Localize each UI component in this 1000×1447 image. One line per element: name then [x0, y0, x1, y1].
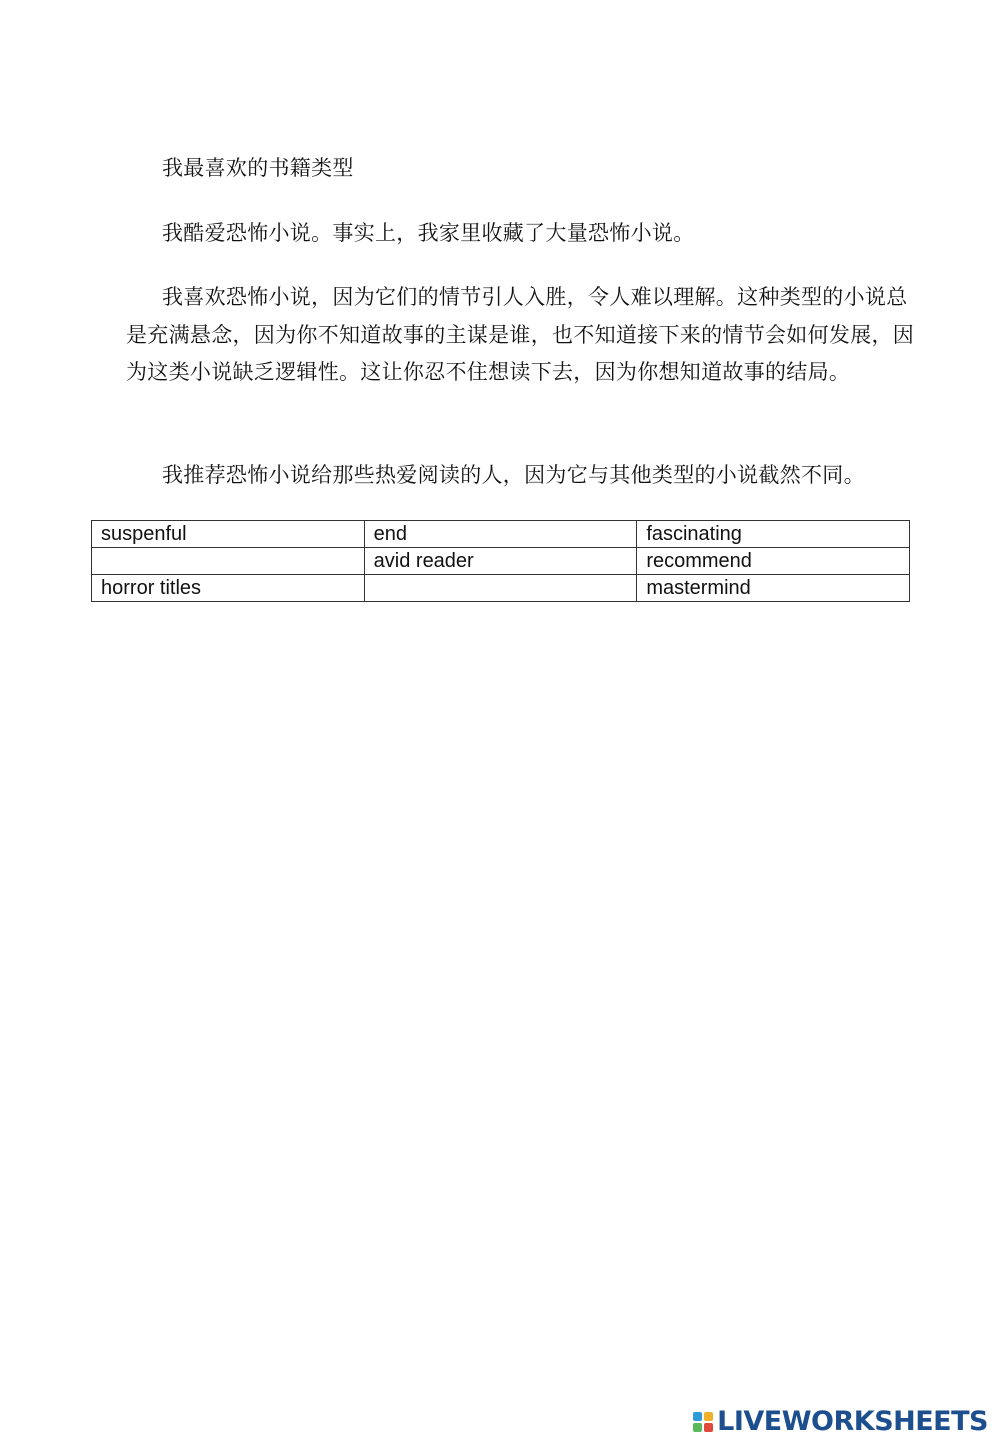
logo-square — [704, 1412, 713, 1421]
liveworksheets-logo — [693, 1406, 988, 1437]
paragraph-1: 我酷爱恐怖小说。事实上，我家里收藏了大量恐怖小说。 — [162, 221, 695, 245]
table-cell: recommend — [637, 548, 910, 575]
liveworksheets-logo-icon — [693, 1412, 713, 1432]
logo-square — [693, 1423, 702, 1432]
table-row — [92, 575, 910, 602]
document-title: 我最喜欢的书籍类型 — [162, 156, 354, 180]
table-cell: suspenful — [92, 521, 365, 548]
table-cell-blank[interactable] — [364, 575, 637, 602]
vocabulary-table — [91, 520, 910, 602]
table-cell-blank[interactable] — [92, 548, 365, 575]
table-cell: mastermind — [637, 575, 910, 602]
table-row — [92, 521, 910, 548]
liveworksheets-logo-text: LIVEWORKSHEETS — [717, 1406, 988, 1437]
table-cell: end — [364, 521, 637, 548]
table-cell: fascinating — [637, 521, 910, 548]
paragraph-2: 我喜欢恐怖小说，因为它们的情节引人入胜，令人难以理解。这种类型的小说总是充满悬念，因为你不知道故事的主谋是谁，也不知道接下来的情节会如何发展，因为这类小说缺乏逻辑性。这让你忍不住想读下去，因为你想知道故事的结局。 — [126, 285, 915, 384]
table-cell: avid reader — [364, 548, 637, 575]
table-cell: horror titles — [92, 575, 365, 602]
table-row — [92, 548, 910, 575]
logo-square — [704, 1423, 713, 1432]
logo-square — [693, 1412, 702, 1421]
paragraph-3: 我推荐恐怖小说给那些热爱阅读的人，因为它与其他类型的小说截然不同。 — [162, 463, 865, 487]
